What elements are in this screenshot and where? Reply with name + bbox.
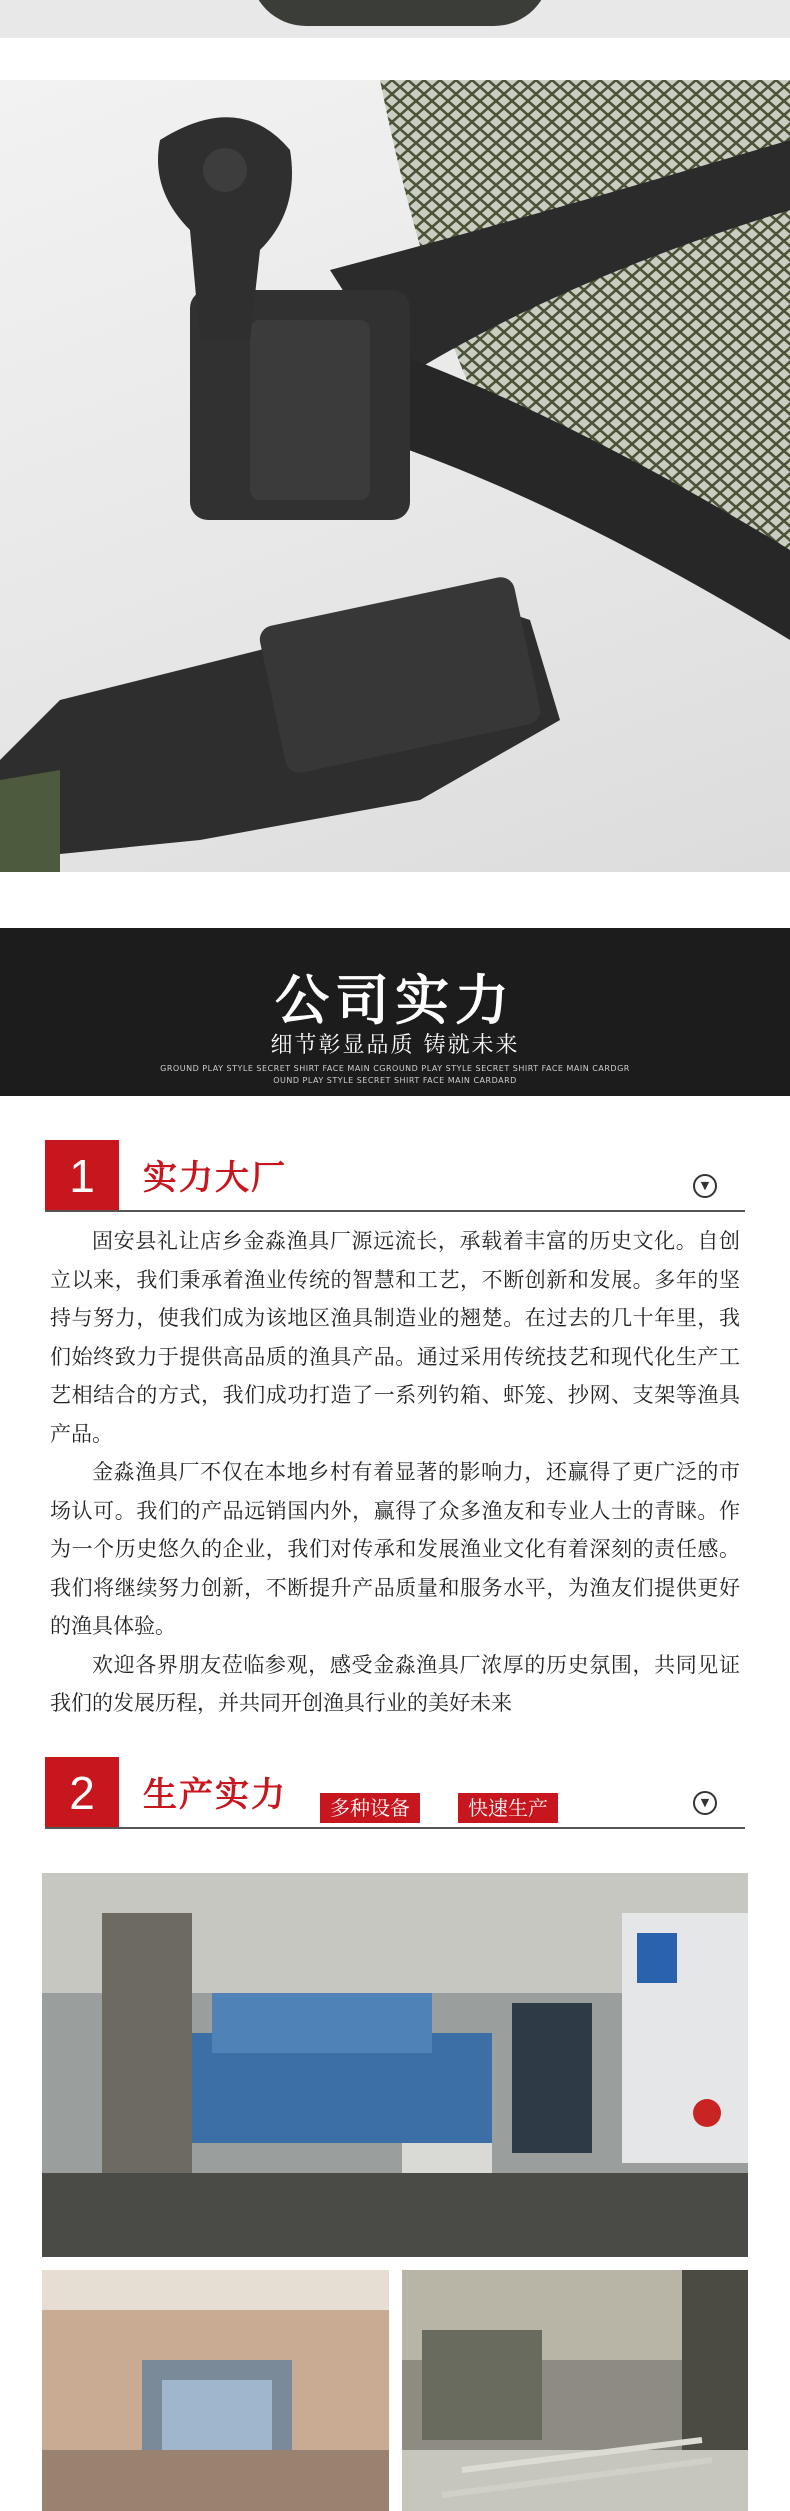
intro-paragraph-2: 金淼渔具厂不仅在本地乡村有着显著的影响力，还赢得了更广泛的市场认可。我们的产品远销国内外，赢得了众多渔友和专业人士的青睐。作为一个历史悠久的企业，我们对传承和发展渔业文化有着深刻的责任感。我们将继续努力创新，不断提升产品质量和服务水平，为渔友们提供更好的渔具体验。 — [50, 1460, 740, 1638]
intro-paragraph-3: 欢迎各界朋友莅临参观，感受金淼渔具厂浓厚的历史氛围，共同见证我们的发展历程，并共同开创渔具行业的美好未来 — [50, 1652, 740, 1715]
company-intro-text — [50, 1222, 740, 1723]
intro-paragraph-1: 固安县礼让店乡金淼渔具厂源远流长，承载着丰富的历史文化。自创立以来，我们秉承着渔业传统的智慧和工艺，不断创新和发展。多年的坚持与努力，使我们成为该地区渔具制造业的翘楚。在过去的几十年里，我们始终致力于提供高品质的渔具产品。通过采用传统技艺和现代化生产工艺相结合的方式，我们成功打造了一系列钓箱、虾笼、抄网、支架等渔具产品。 — [50, 1229, 740, 1446]
banner-subtitle: 细节彰显品质 铸就未来 — [270, 1033, 520, 1058]
section-1-divider — [45, 1210, 745, 1212]
chevron-down-circle-icon[interactable]: ▼ — [693, 1174, 717, 1198]
tag-multiple-equipment: 多种设备 — [320, 1793, 420, 1823]
section-2-number: 2 — [45, 1757, 119, 1829]
net-handle-illustration — [0, 80, 790, 872]
product-photo — [0, 80, 790, 872]
section-2-title: 生产实力 — [143, 1775, 287, 1815]
section-2-header — [45, 1757, 745, 1829]
banner-english-line-1: GROUND PLAY STYLE SECRET SHIRT FACE MAIN CGROUND PLAY STYLE SECRET SHIRT FACE MAIN CARDGR — [160, 1064, 630, 1073]
net-edge-image — [250, 0, 550, 26]
factory-corridor-photo — [42, 2270, 389, 2511]
chevron-down-circle-icon[interactable]: ▼ — [693, 1791, 717, 1815]
banner-english-line-2: OUND PLAY STYLE SECRET SHIRT FACE MAIN CARDARD — [273, 1076, 517, 1085]
section-2-divider — [45, 1827, 745, 1829]
banner-title: 公司实力 — [275, 969, 515, 1032]
tag-fast-production: 快速生产 — [458, 1793, 558, 1823]
factory-workshop-photo — [402, 2270, 748, 2511]
section-1-number: 1 — [45, 1140, 119, 1212]
company-strength-banner — [0, 928, 790, 1096]
section-1-title: 实力大厂 — [143, 1158, 287, 1198]
factory-machinery-photo — [42, 1873, 748, 2257]
section-1-header — [45, 1140, 745, 1212]
top-photo-strip — [0, 0, 790, 38]
